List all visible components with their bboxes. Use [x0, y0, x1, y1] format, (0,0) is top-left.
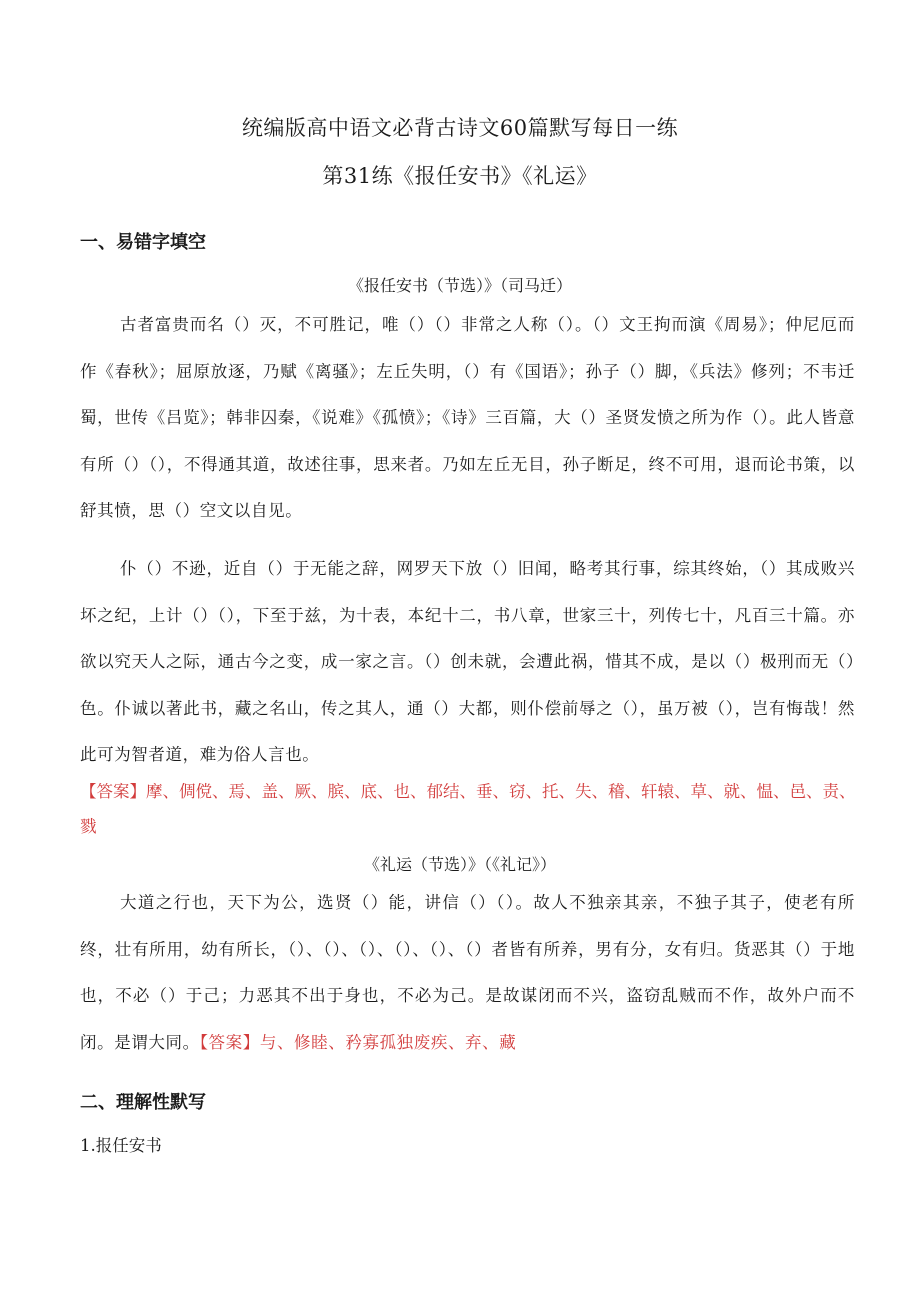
answer-label: 【答案】	[80, 782, 146, 801]
answer-block-1	[80, 774, 860, 844]
section-heading-comprehension: 二、理解性默写	[80, 1092, 206, 1113]
liyun-text: 大道之行也，天下为公，选贤（）能，讲信（）（）。故人不独亲其亲，不独子其子，使老有所终，壮有所用，幼有所长，（）、（）、（）、（）、（）、（）者皆有所养，男有分，女有归。货恶其（）于地也，不必（）于己；力恶其不出于身也，不必为己。是故谋闭而不兴，盗窃乱贼而不作，故外户而不闭。是谓大同。	[80, 893, 855, 1052]
passage-title-baorenanshu: 《报任安书（节选）》（司马迁）	[347, 276, 572, 295]
document-title: 统编版高中语文必背古诗文60篇默写每日一练	[241, 116, 679, 140]
answer-text: 摩、倜傥、焉、盖、厥、膑、底、也、郁结、垂、窃、托、失、稽、轩辕、草、就、愠、邑、责、戮	[80, 782, 856, 836]
passage-paragraph-liyun	[80, 880, 855, 1066]
passage-paragraph-2: 仆（）不逊，近自（）于无能之辞，网罗天下放（）旧闻，略考其行事，综其终始，（）其成败兴坏之纪，上计（）（），下至于兹，为十表，本纪十二，书八章，世家三十，列传七十，凡百三十篇。亦欲以究天人之际，通古今之变，成一家之言。（）创未就，会遭此祸，惜其不成，是以（）极刑而无（）色。仆诚以著此书，藏之名山，传之其人，通（）大都，则仆偿前辱之（），虽万被（），岂有悔哉！然此可为智者道，难为俗人言也。	[80, 559, 855, 764]
question-item-1: 1.报任安书	[80, 1136, 162, 1155]
section-heading-fill-blanks: 一、易错字填空	[80, 232, 206, 253]
answer-label: 【答案】	[199, 1032, 260, 1052]
passage-title-liyun: 《礼运（节选）》（《礼记》）	[363, 855, 556, 874]
passage-paragraph-1: 古者富贵而名（）灭，不可胜记，唯（）（）非常之人称（）。（）文王拘而演《周易》；仲尼厄而作《春秋》；屈原放逐，乃赋《离骚》；左丘失明，（）有《国语》；孙子（）脚，《兵法》修列；不韦迁蜀，世传《吕览》；韩非囚秦，《说难》《孤愤》；《诗》三百篇，大（）圣贤发愤之所为作（）。此人皆意有所（）（），不得通其道，故述往事，思来者。乃如左丘无目，孙子断足，终不可用，退而论书策，以舒其愤，思（）空文以自见。	[80, 315, 855, 520]
answer-text: 与、修睦、矜寡孤独废疾、弃、藏	[259, 1032, 517, 1052]
document-subtitle: 第31练《报任安书》《礼运》	[322, 164, 598, 188]
